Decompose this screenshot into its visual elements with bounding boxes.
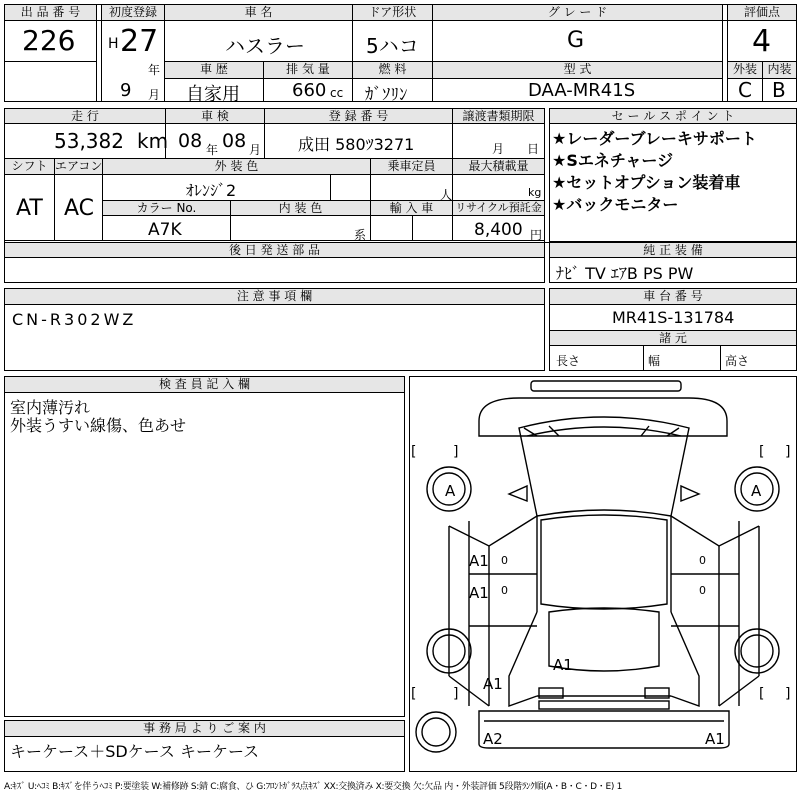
width-label: 幅: [648, 354, 661, 368]
import-label: 輸 入 車: [371, 201, 452, 215]
ext-color: ｵﾚﾝｼﾞ2: [186, 181, 237, 200]
era: H: [108, 36, 119, 52]
sales-point-2: ★Sエネチャージ: [552, 151, 674, 170]
equipment-value: ﾅﾋﾞ TV ｴｱB PS PW: [556, 264, 694, 283]
transfer-day-unit: 日: [527, 142, 540, 156]
sales-points-label: セ ー ル ス ポ イ ン ト: [550, 109, 796, 123]
reg-no-label: 登 録 番 号: [265, 109, 452, 123]
fuel: ｶﾞｿﾘﾝ: [365, 85, 408, 105]
chassis-label: 車 台 番 号: [550, 289, 796, 304]
color-no-label: カラー No.: [103, 201, 230, 215]
mark-wheel-fr: A: [751, 482, 762, 500]
car-name-label: 車 名: [165, 5, 352, 20]
fuel-label: 燃 料: [353, 62, 432, 78]
lot-no: 226: [22, 24, 76, 57]
load-unit: kg: [528, 186, 542, 199]
inspector-label: 検 査 員 記 入 欄: [5, 377, 404, 392]
inspection-label: 車 検: [166, 109, 264, 123]
inspection-year: 08: [178, 130, 203, 152]
mark-bumper-rl: A2: [483, 730, 503, 748]
shift: AT: [16, 196, 43, 221]
bracket-fr-open: [: [759, 444, 765, 460]
shift-label: シフト: [5, 159, 54, 174]
lot-no-label: 出 品 番 号: [5, 5, 96, 20]
exterior-grade: C: [738, 78, 752, 102]
inspection-year-unit: 年: [206, 143, 219, 157]
sales-point-1: ★レーダーブレーキサポート: [552, 129, 757, 148]
inspector-line-1: 室内薄汚れ: [10, 398, 91, 417]
mark-door-rl: A1: [469, 584, 489, 602]
grade-label: グ レ ー ド: [433, 5, 722, 20]
ac: AC: [64, 196, 95, 221]
ac-label: エアコン: [55, 159, 102, 173]
sales-point-3: ★セットオプション装着車: [552, 173, 741, 192]
equipment-label: 純 正 装 備: [550, 243, 796, 257]
sales-point-4: ★バックモニター: [552, 195, 679, 214]
int-color-unit: 系: [354, 228, 367, 242]
inspection-month: 08: [222, 130, 247, 152]
score: 4: [752, 24, 772, 59]
history: 自家用: [186, 84, 240, 105]
mark-quarter-l: A1: [483, 675, 503, 693]
zero-mark-3: 0: [699, 554, 706, 567]
displacement-unit: cc: [330, 86, 344, 100]
transfer-label: 譲渡書類期限: [453, 109, 544, 123]
zero-mark-1: 0: [501, 554, 508, 567]
mileage-unit: km: [137, 129, 169, 153]
height-label: 高さ: [725, 354, 750, 368]
mileage-label: 走 行: [5, 109, 165, 123]
inspection-month-unit: 月: [249, 143, 262, 157]
ext-color-label: 外 装 色: [103, 159, 370, 174]
later-parts-label: 後 日 発 送 部 品: [5, 243, 544, 257]
model-label: 型 式: [433, 62, 722, 78]
exterior-label: 外装: [728, 62, 762, 78]
interior-grade: B: [772, 78, 786, 102]
chassis-number: MR41S-131784: [612, 308, 735, 327]
inspector-line-2: 外装うすい線傷、色あせ: [10, 416, 187, 435]
mark-bumper-rr: A1: [705, 730, 725, 748]
interior-label: 内装: [763, 62, 796, 78]
displacement: 660: [292, 80, 327, 101]
mark-rear-roof: A1: [553, 656, 573, 674]
displacement-label: 排 気 量: [264, 62, 352, 78]
capacity-label: 乗車定員: [371, 159, 452, 174]
notes-value: CN-R302WZ: [12, 310, 137, 329]
capacity-unit: 人: [440, 188, 453, 202]
first-reg-year: 27: [120, 24, 159, 59]
zero-mark-2: 0: [501, 584, 508, 597]
bracket-fl-open: [: [411, 444, 417, 460]
dims-label: 諸 元: [550, 331, 796, 345]
office-label: 事 務 局 よ り ご 案 内: [5, 721, 404, 736]
legend: A:ｷｽﾞ U:ﾍｺﾐ B:ｷｽﾞを伴うﾍｺﾐ P:要塗装 W:補修跡 S:錆 C:腐食、ひ G:ﾌﾛﾝﾄｶﾞﾗｽ点ｷｽﾞ XX:交換済み X:要交換 ⽋:欠品 内・外装評価 5段階ﾗﾝｸ順(A・B・C・D・E) 1: [4, 782, 623, 792]
length-label: 長さ: [556, 354, 581, 368]
first-reg-month: 9: [120, 80, 132, 101]
transfer-month-unit: 月: [492, 142, 505, 156]
year-unit: 年: [148, 63, 161, 77]
recycle-unit: 円: [530, 228, 543, 242]
score-label: 評価点: [728, 5, 796, 20]
office-value: キーケース＋SDケース キーケース: [10, 742, 260, 761]
reg-no: 成田 580ﾂ3271: [298, 135, 415, 154]
notes-label: 注 意 事 項 欄: [5, 289, 544, 304]
load-label: 最大積載量: [453, 159, 544, 174]
recycle-label: リサイクル預託金: [453, 201, 544, 215]
bracket-fl-close: ]: [453, 444, 459, 460]
first-reg-label: 初度登録: [102, 5, 164, 20]
color-no: A7K: [148, 220, 182, 240]
door-type: 5ハコ: [366, 34, 419, 58]
car-outline: [409, 376, 797, 772]
grade: G: [567, 28, 585, 53]
history-label: 車 歴: [165, 62, 263, 78]
door-label: ドア形状: [353, 5, 432, 20]
bracket-rl-open: [: [411, 686, 417, 702]
bracket-fr-close: ]: [785, 444, 791, 460]
bracket-rl-close: ]: [453, 686, 459, 702]
mark-door-fl: A1: [469, 552, 489, 570]
car-name: ハスラー: [225, 34, 305, 58]
mark-wheel-fl: A: [445, 482, 456, 500]
bracket-rr-close: ]: [785, 686, 791, 702]
zero-mark-4: 0: [699, 584, 706, 597]
month-unit: 月: [148, 88, 161, 102]
mileage: 53,382: [54, 129, 124, 153]
int-color-label: 内 装 色: [231, 201, 370, 215]
bracket-rr-open: [: [759, 686, 765, 702]
recycle: 8,400: [474, 220, 523, 240]
model: DAA-MR41S: [528, 80, 636, 101]
